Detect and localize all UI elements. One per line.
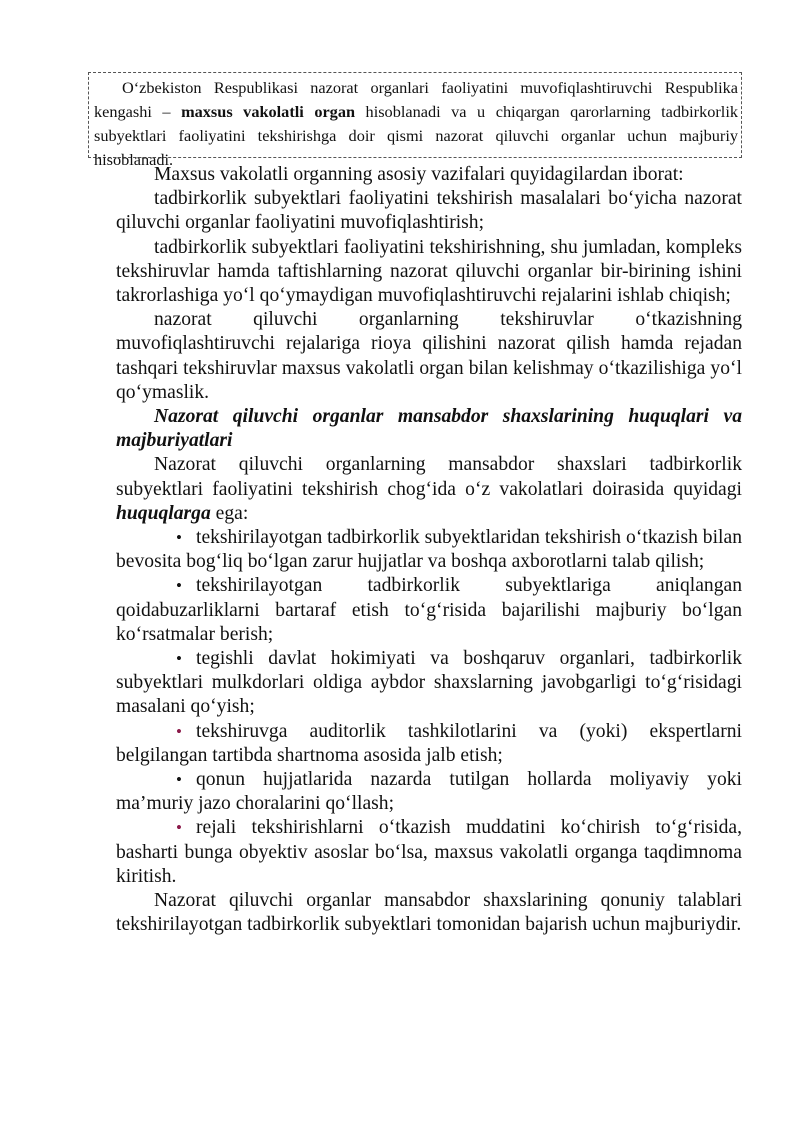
paragraph-rights-intro (116, 453, 742, 526)
bullet-icon: • (176, 770, 182, 790)
paragraph-task-3: nazorat qiluvchi organlarning tekshiruvlar o‘tkazishning muvofiqlashtiruvchi rejalariga rioya qilishini nazorat qilish hamda rejadan tashqari tekshiruvlar maxsus vakolatli organ bilan kelishmay o‘tkazilishiga yo‘l qo‘ymaslik. (116, 309, 742, 403)
list-item-text: tekshirilayotgan tadbirkorlik subyektlaridan tekshirish o‘tkazish bilan bevosita bog‘liq bo‘lgan zarur hujjatlar va boshqa axborotlarni talab qilish; (116, 527, 742, 573)
list-item (116, 647, 742, 720)
note-text-part1: O‘zbekiston Respublikasi nazorat organlari faoliyatini muvofiqlashtiruvchi Respublika kengashi – (94, 78, 738, 121)
note-text-part2: hisoblanadi va u chiqargan qarorlarning tadbirkorlik subyektlari faoliyatini tekshirishga doir qismi nazorat qiluvchi organlar uchun majburiy hisoblanadi. (94, 102, 738, 169)
list-item-text: rejali tekshirishlarni o‘tkazish muddatini ko‘chirish to‘g‘risida, basharti bunga obyektiv asoslar bo‘lsa, maxsus vakolatli organga taqdimnoma kiritish. (116, 817, 742, 887)
list-item-text: qonun hujjatlarida nazarda tutilgan hollarda moliyaviy yoki ma’muriy jazo choralarini qo‘llash; (116, 769, 742, 815)
list-item (116, 720, 742, 768)
paragraph-task-1: tadbirkorlik subyektlari faoliyatini tekshirish masalalari bo‘yicha nazorat qiluvchi organlar faoliyatini muvofiqlashtirish; (116, 188, 742, 234)
bullet-icon: • (176, 576, 182, 596)
bullet-icon: • (176, 649, 182, 669)
note-text-bold: maxsus vakolatli organ (181, 102, 356, 121)
section-heading: Nazorat qiluvchi organlar mansabdor shaxslarining huquqlari va majburiyatlari (116, 406, 742, 452)
list-item-text: tekshiruvga auditorlik tashkilotlarini va (yoki) ekspertlarni belgilangan tartibda shartnoma asosida jalb etish; (116, 720, 742, 766)
paragraph-final: Nazorat qiluvchi organlar mansabdor shaxslarining qonuniy talablari tekshirilayotgan tadbirkorlik subyektlari tomonidan bajarish uchun majburiydir. (116, 890, 742, 936)
document-body (116, 163, 742, 938)
list-item (116, 768, 742, 816)
bullet-icon: • (176, 818, 182, 838)
rights-intro-end: ega: (210, 502, 249, 524)
rights-intro-text: Nazorat qiluvchi organlarning mansabdor shaxslari tadbirkorlik subyektlari faoliyatini tekshirish chog‘ida o‘z vakolatlari doirasida quyidagi (116, 454, 742, 500)
rights-emphasis: huquqlarga (116, 502, 211, 524)
list-item (116, 526, 742, 574)
bullet-icon: • (176, 721, 182, 741)
paragraph-task-2: tadbirkorlik subyektlari faoliyatini tekshirishning, shu jumladan, kompleks tekshiruvlar hamda taftishlarning nazorat qiluvchi organlar bir-birining ishini takrorlashiga yo‘l qo‘ymaydigan muvofiqlashtiruvchi rejalarini ishlab chiqish; (116, 236, 742, 307)
list-item (116, 816, 742, 889)
note-box-text (94, 76, 738, 172)
bullet-icon: • (176, 528, 182, 548)
paragraph-intro: Maxsus vakolatli organning asosiy vazifalari quyidagilardan iborat: (154, 164, 684, 185)
list-item (116, 574, 742, 647)
list-item-text: tekshirilayotgan tadbirkorlik subyektlariga aniqlangan qoidabuzarliklarni bartaraf etish to‘g‘risida bajarilishi majburiy bo‘lgan ko‘rsatmalar berish; (116, 575, 742, 645)
list-item-text: tegishli davlat hokimiyati va boshqaruv organlari, tadbirkorlik subyektlari mulkdorlari oldiga aybdor shaxslarning javobgarligi to‘g‘risidagi masalani qo‘yish; (116, 648, 742, 718)
